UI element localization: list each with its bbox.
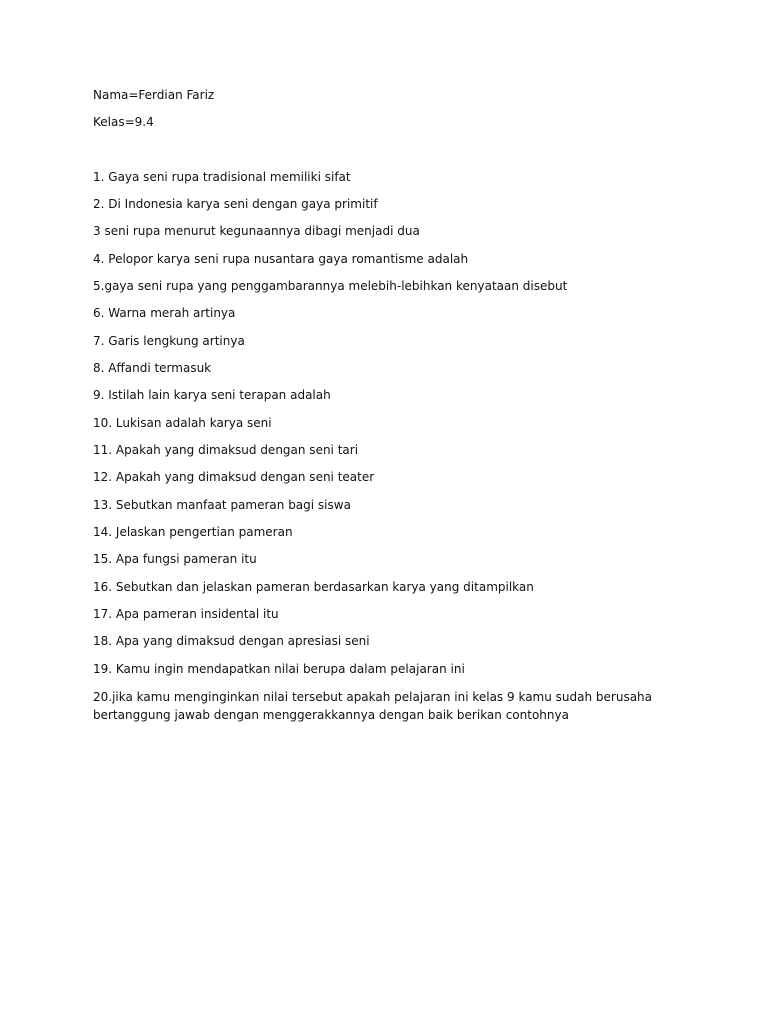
question-item: 8. Affandi termasuk	[93, 361, 212, 375]
question-item: 15. Apa fungsi pameran itu	[93, 552, 257, 566]
question-item: 19. Kamu ingin mendapatkan nilai berupa dalam pelajaran ini	[93, 662, 465, 676]
question-item: 10. Lukisan adalah karya seni	[93, 416, 272, 430]
question-item: 9. Istilah lain karya seni terapan adalah	[93, 388, 331, 402]
question-item: 3 seni rupa menurut kegunaannya dibagi menjadi dua	[93, 224, 420, 238]
question-item: 4. Pelopor karya seni rupa nusantara gaya romantisme adalah	[93, 252, 469, 266]
question-item: 13. Sebutkan manfaat pameran bagi siswa	[93, 498, 351, 512]
question-item: 1. Gaya seni rupa tradisional memiliki sifat	[93, 170, 351, 184]
question-item: 18. Apa yang dimaksud dengan apresiasi seni	[93, 634, 370, 648]
question-item: 7. Garis lengkung artinya	[93, 334, 245, 348]
question-item: 17. Apa pameran insidental itu	[93, 607, 279, 621]
question-item: 6. Warna merah artinya	[93, 306, 236, 320]
question-item: 16. Sebutkan dan jelaskan pameran berdasarkan karya yang ditampilkan	[93, 580, 534, 594]
question-item: 11. Apakah yang dimaksud dengan seni tari	[93, 443, 359, 457]
student-name: Nama=Ferdian Fariz	[93, 88, 215, 102]
question-item: 12. Apakah yang dimaksud dengan seni teater	[93, 470, 375, 484]
question-item: 2. Di Indonesia karya seni dengan gaya primitif	[93, 197, 378, 211]
question-item: 20.jika kamu menginginkan nilai tersebut apakah pelajaran ini kelas 9 kamu sudah berusaha bertanggung jawab dengan menggerakkannya dengan baik berikan contohnya	[93, 690, 653, 722]
question-item: 5.gaya seni rupa yang penggambarannya melebih-lebihkan kenyataan disebut	[93, 279, 568, 293]
question-item: 14. Jelaskan pengertian pameran	[93, 525, 293, 539]
student-class: Kelas=9.4	[93, 115, 154, 129]
